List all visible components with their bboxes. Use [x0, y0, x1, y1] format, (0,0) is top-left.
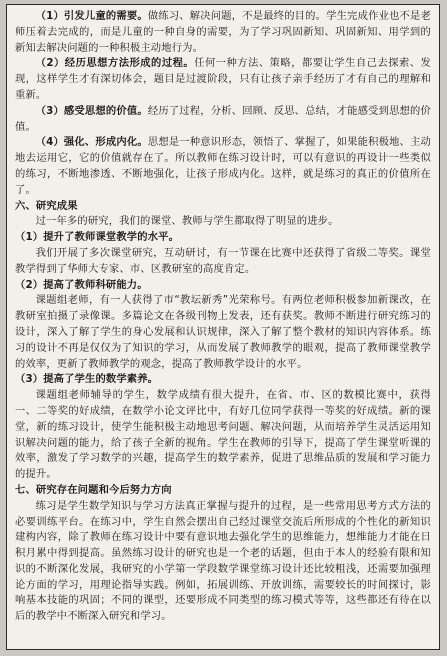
section-6-intro: 过一年多的研究，我们的课堂、教师与学生都取得了明显的进步。 — [35, 215, 339, 228]
section-6-sub-2-heading: （2）提高了教师科研能力。 — [15, 278, 148, 291]
item-3-text: 经历了过程，分析、回顾、反思、总结，才能感受到思想的价值。 — [15, 104, 431, 133]
section-6-sub-1-heading: （1）提升了教师课堂教学的水平。 — [15, 231, 180, 244]
section-6-heading: 六、研究成果 — [15, 199, 78, 212]
section-6-sub-1-text: 我们开展了多次课堂研究，互动研讨，有一节课在比赛中还获得了省级二等奖。课堂教学得到了华师大专家、市、区教研室的高度肯定。 — [15, 246, 431, 275]
item-1-text: 做练习、解决问题，不是最终的目的。学生完成作业也不是老师压着去完成的，而是儿童的一种自身的需要，为了学习巩固新知、巩固新知、用学到的新知去解决问题的一种积极主动地行为。 — [15, 10, 431, 54]
item-4-paragraph — [15, 135, 431, 198]
item-3-heading: （3）感受思想的价值。 — [35, 104, 148, 117]
section-6-sub-2-text: 课题组老师，有一人获得了市“教坛新秀”光荣称号。有两位老师积极参加新课改，在教研室拍摄了录像课。多篇论文在各级刊物上发表，还有获奖。教师不断进行研究练习的设计，深入了解了学生的身心发展和认识规律，深入了解了整个教材的知识内容体系。练习的设计不再是仅仅为了知识的学习，从而发展了教师教学的眼观，提高了教师课堂教学的效率，更新了教师教学的观念，提高了教师教学设计的水平。 — [15, 294, 431, 370]
item-4-text: 思想是一种意识形态，领悟了、掌握了，如果能积极地、主动地去运用它，它的价值就存在了。所以教师在练习设计时，可以有意识的再设计一些类似的练习，不断地渗透、不断地强化，让孩子形成内化。这样，就是练习的真正的价值所在了。 — [15, 136, 431, 196]
section-7-heading: 七、研究存在问题和今后努力方向 — [15, 483, 172, 496]
item-2-heading: （2）经历思想方法形成的过程。 — [35, 57, 195, 70]
section-6-sub-3-heading: （3）提高了学生的数学素养。 — [15, 373, 159, 386]
item-2-paragraph — [15, 56, 431, 103]
section-6-sub-3-text: 课题组老师辅导的学生，数学成绩有很大提升，在省、市、区的数模比赛中，获得一、二等奖的好成绩，在数学小论文评比中，有好几位同学获得一等奖的好成绩。新的课堂，新的练习设计，使学生能积极主动地思考问题、解决问题，从而培养学生灵活运用知识解决问题的能力，给了孩子全新的视角。学生在教师的引导下，提高了学生课堂听课的效率，激发了学习数学的兴趣，提高学生的数学素养，促进了思维品质的发展和学习能力的提升。 — [15, 389, 431, 481]
item-1-paragraph — [15, 9, 431, 56]
item-1-heading: （1）引发儿童的需要。 — [35, 10, 148, 22]
section-7-text: 练习是学生数学知识与学习方法真正掌握与提升的过程，是一些常用思考方式方法的必要训练平台。在练习中，学生自然会摆出自己经过课堂交流后所形成的个性化的新知识建构内容，除了教师在练习设计中要有意识地去强化学生的思维能力，想维能力才能在日积月累中得到提高。虽然练习设计的研究也是一个老的话题，但由于本人的经验有限和知识的不断深化发展，我研究的小学第一学段数学课堂练习设计还比较粗浅，还需要加强理论方面的学习，用理论指导实践。例如，拓展训练、开放训练，需要较长的时间探讨，影响基本技能的巩固；不同的课型，还要形成不同类型的练习模式等等，这些都还有待在以后的教学中不断深入研究和学习。 — [15, 499, 431, 623]
item-2-text: 任何一种方法、策略，都要让学生自己去探索、发现，这样学生才有深切体会，题目是过渡阶段，只有让孩子亲手经历了才有自己的理解和重新。 — [15, 57, 431, 101]
item-4-heading: （4）强化、形成内化。 — [35, 136, 148, 149]
document-page — [6, 4, 440, 650]
item-3-paragraph — [15, 104, 431, 136]
